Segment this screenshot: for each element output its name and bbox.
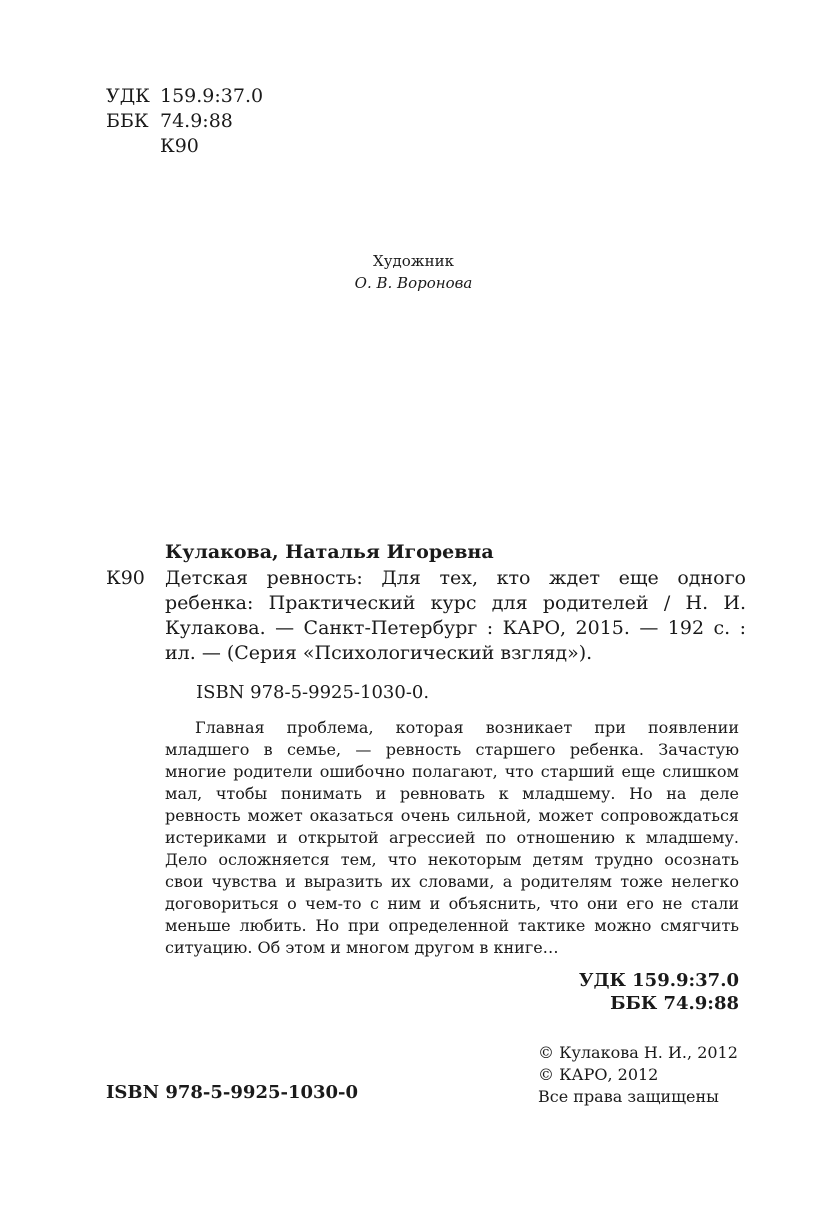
udk-bottom: УДК 159.9:37.0 [578, 970, 739, 991]
catalog-entry [106, 566, 746, 666]
artist-title: Художник [373, 252, 454, 270]
author-heading: Кулакова, Наталья Игоревна [165, 541, 494, 563]
artist-name: О. В. Воронова [354, 274, 473, 292]
isbn-record: ISBN 978-5-9925-1030-0. [196, 682, 430, 703]
annotation-paragraph: Главная проблема, которая возникает при появлении младшего в семье, — ревность старшего ребенка. Зачастую многие родители ошибочно полагают, что старший еще слишком мал, чтобы понимать и ревновать к младшему. Но на деле ревность может оказаться очень сильной, может сопровождаться истериками и открытой агрессией по отношению к младшему. Дело осложняется тем, что некоторым детям трудно осознать свои чувства и выразить их словами, а родителям тоже нелегко договориться о чем-то с ним и объяснить, что они его не стали меньше любить. Но при определенной тактике можно смягчить ситуацию. Об этом и многом другом в книге… [165, 718, 739, 957]
artist-credit [0, 250, 827, 294]
classification-block-bottom [106, 969, 739, 1015]
udk-label: УДК [106, 85, 150, 107]
bibliographic-record [106, 540, 746, 1015]
rights-reserved: Все права защищены [538, 1087, 719, 1106]
bbk-label: ББК [106, 110, 149, 132]
bbk-row [106, 109, 263, 134]
classification-block-top [106, 84, 263, 159]
copyright-author: © Кулакова Н. И., 2012 [538, 1043, 738, 1062]
copyright-block [538, 1042, 738, 1108]
udk-row [106, 84, 263, 109]
bbk-value: 74.9:88 [160, 110, 233, 132]
bibliographic-description: Детская ревность: Для тех, кто ждет еще одного ребенка: Практический курс для родителей / Н. И. Кулакова. — Санкт-Петербург : КАРО, 2015. — 192 с. : ил. — (Серия «Психологический взгляд»). [165, 567, 746, 664]
udk-value: 159.9:37.0 [160, 85, 264, 107]
author-mark-row [106, 134, 263, 159]
bbk-bottom: ББК 74.9:88 [610, 993, 739, 1014]
author-mark-top: К90 [160, 135, 199, 157]
copyright-publisher: © КАРО, 2012 [538, 1065, 659, 1084]
isbn-bottom: ISBN 978-5-9925-1030-0 [106, 1082, 359, 1103]
author-mark: К90 [106, 567, 145, 589]
